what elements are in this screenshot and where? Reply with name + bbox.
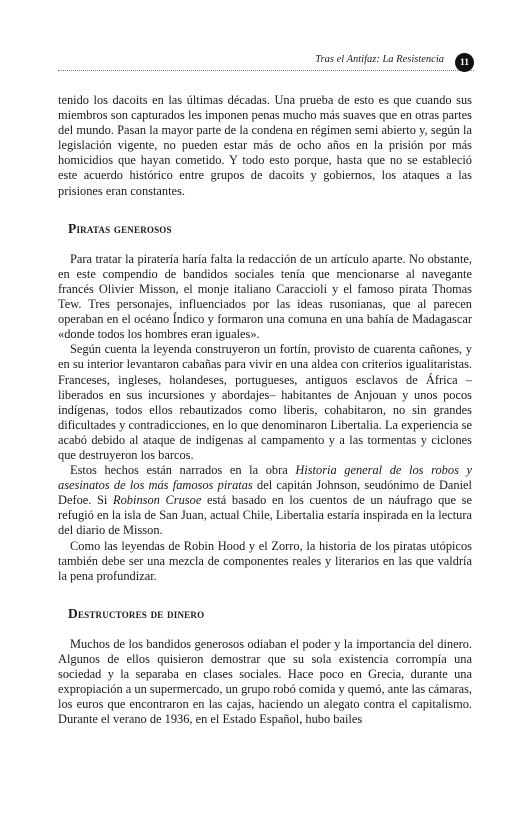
book-title: Robinson Crusoe (113, 493, 202, 508)
paragraph (58, 463, 472, 538)
book-title: Historia general de los robos y asesinatos de los más famosos piratas (58, 463, 473, 493)
text-span: está basado en los cuentos de un náufrago que se refugió en la isla de San Juan, actual Chile, Libertalia estaría inspirada en la lectura del diario de Misson. (58, 493, 472, 538)
text-span: del capitán Johnson, seudónimo de Daniel Defoe. Si (58, 478, 472, 508)
paragraph: Muchos de los bandidos generosos odiaban el poder y la importancia del dinero. Algunos de ellos quisieron demostrar que su sola existencia corrompía una sociedad y la separaba en clases sociales. Hace poco en Grecia, durante una expropiación a un supermercado, un grupo robó comida y quemó, ante las cámaras, los euros que encontraron en las cajas, haciendo un alegato contra el capitalismo. Durante el verano de 1936, en el Estado Español, hubo bailes (58, 636, 472, 727)
paragraph: Según cuenta la leyenda construyeron un fortín, provisto de cuarenta cañones, y en su interior levantaron cabañas para vivir en una aldea con criterios igualitaristas. Franceses, ingleses, holandeses, portugueses, antiguos esclavos de África –liberados en sus incursiones y abordajes– habitantes de Anjouan y unos pocos indígenas, todos ellos rebautizados como liberis, cohabitaron, no sin grandes dificultades y contradicciones, en lo que denominaron Libertalia. La experiencia se acabó debido al ataque de indígenas al campamento y a las tormentas y ciclones que destruyeron los barcos. (58, 342, 472, 462)
paragraph: Para tratar la piratería haría falta la redacción de un artículo aparte. No obstante, en este compendio de bandidos sociales tenía que mencionarse al navegante francés Olivier Misson, el monje italiano Caraccioli y el famoso pirata Thomas Tew. Tres personajes, influenciados por las ideas rusonianas, que al parecen operaban en el océano Índico y formaron una comuna en una bahía de Madagascar «donde todos los hombres eran iguales». (58, 251, 472, 342)
paragraph: Como las leyendas de Robin Hood y el Zorro, la historia de los piratas utópicos también debe ser una mezcla de componentes reales y literarios en las que valdría la pena profundizar. (58, 538, 472, 583)
section-heading-destructores: Destructores de dinero (68, 605, 205, 621)
intro-paragraph: tenido los dacoits en las últimas décadas. Una prueba de esto es que cuando sus miembros son capturados les imponen penas mucho más suaves que en otras partes del mundo. Pasan la mayor parte de la condena en régimen semi abierto y, según la legislación vigente, no pueden estar más de ocho años en la prisión por más homicidios que hayan cometido. Y todo esto porque, hasta que no se estableció este acuerdo histórico entre grupos de dacoits y gobiernos, los ataques a las prisiones eran constantes. (58, 93, 472, 198)
running-header (58, 50, 474, 71)
page-body (58, 93, 472, 727)
text-span: Estos hechos están narrados en la obra (70, 463, 296, 478)
section-heading-piratas: Piratas generosos (68, 220, 172, 236)
running-title: Tras el Antifaz: La Resistencia (315, 54, 444, 65)
page-number-badge: 11 (455, 53, 474, 72)
